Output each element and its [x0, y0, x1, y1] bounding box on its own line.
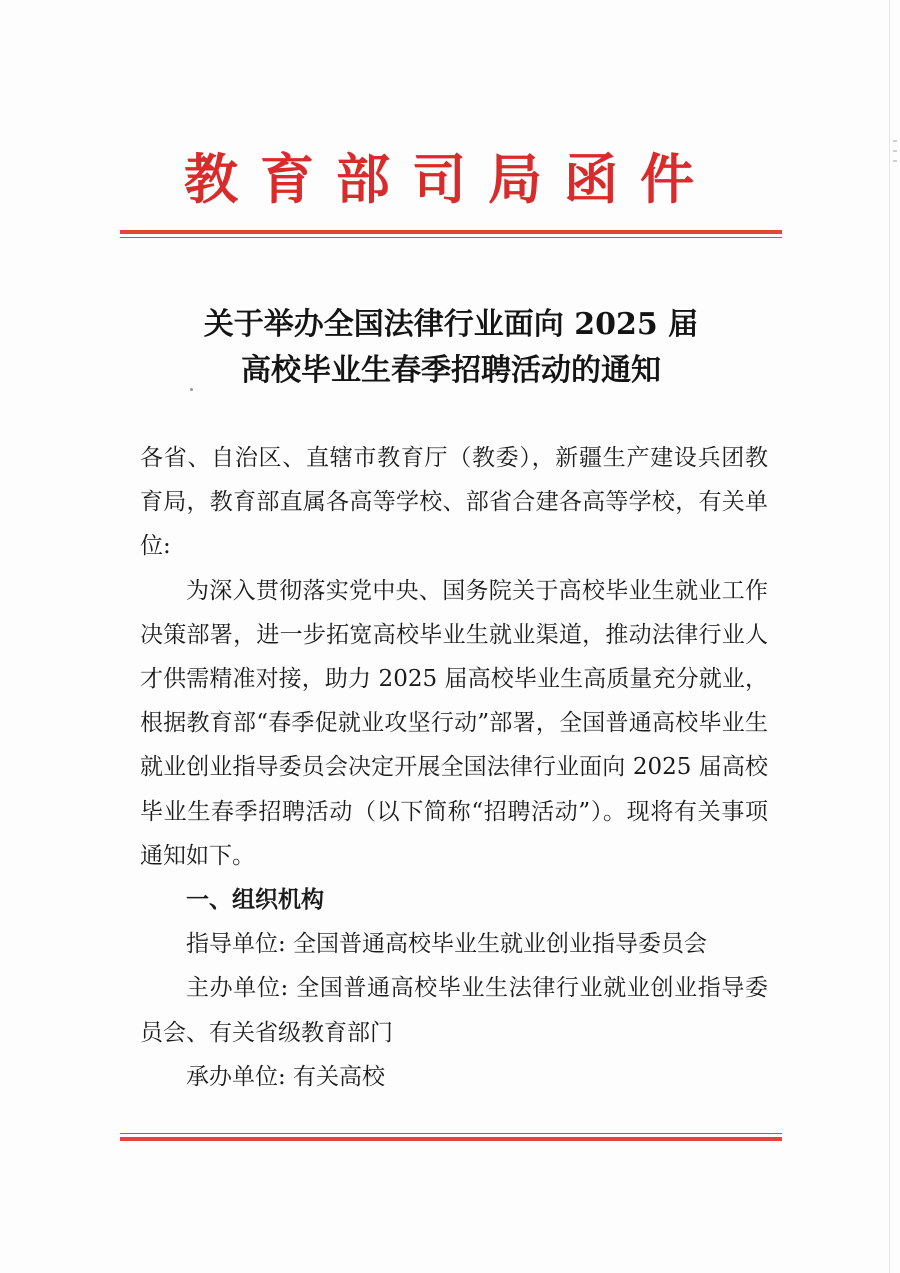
- section-heading: 一、组织机构: [186, 887, 324, 914]
- footer-rule: [120, 1133, 782, 1141]
- addressee-paragraph: 各省、自治区、直辖市教育厅（教委），新疆生产建设兵团教育局，教育部直属各高等学校、部省合建各高等学校，有关单位:: [140, 445, 768, 560]
- guide-unit-paragraph: 指导单位: 全国普通高校毕业生就业创业指导委员会: [186, 931, 708, 958]
- notice-title-line-2: 高校毕业生春季招聘活动的通知: [241, 353, 661, 388]
- scan-speck: [190, 388, 193, 391]
- organizer-unit-paragraph: 承办单位: 有关高校: [186, 1063, 386, 1090]
- notice-title: [120, 302, 782, 394]
- notice-body: [140, 436, 768, 1099]
- scan-edge-mark: [893, 150, 897, 152]
- notice-title-line-1: 关于举办全国法律行业面向 2025 届: [203, 307, 699, 342]
- host-unit-paragraph: 主办单位: 全国普通高校毕业生法律行业就业创业指导委员会、有关省级教育部门: [140, 975, 768, 1046]
- intro-paragraph: 为深入贯彻落实党中央、国务院关于高校毕业生就业工作决策部署，进一步拓宽高校毕业生就业渠道，推动法律行业人才供需精准对接，助力 2025 届高校毕业生高质量充分就业，根据教育部“春季促就业攻坚行动”部署，全国普通高校毕业生就业创业指导委员会决定开展全国法律行业面向 2025 届高校毕业生春季招聘活动（以下简称“招聘活动”）。现将有关事项通知如下。: [140, 577, 768, 869]
- masthead-title: 教育部司局函件: [184, 148, 716, 211]
- masthead-rule: [120, 230, 782, 238]
- scan-edge-line: [889, 0, 890, 1273]
- scan-edge-mark: [893, 140, 897, 142]
- scan-edge-mark: [893, 160, 897, 162]
